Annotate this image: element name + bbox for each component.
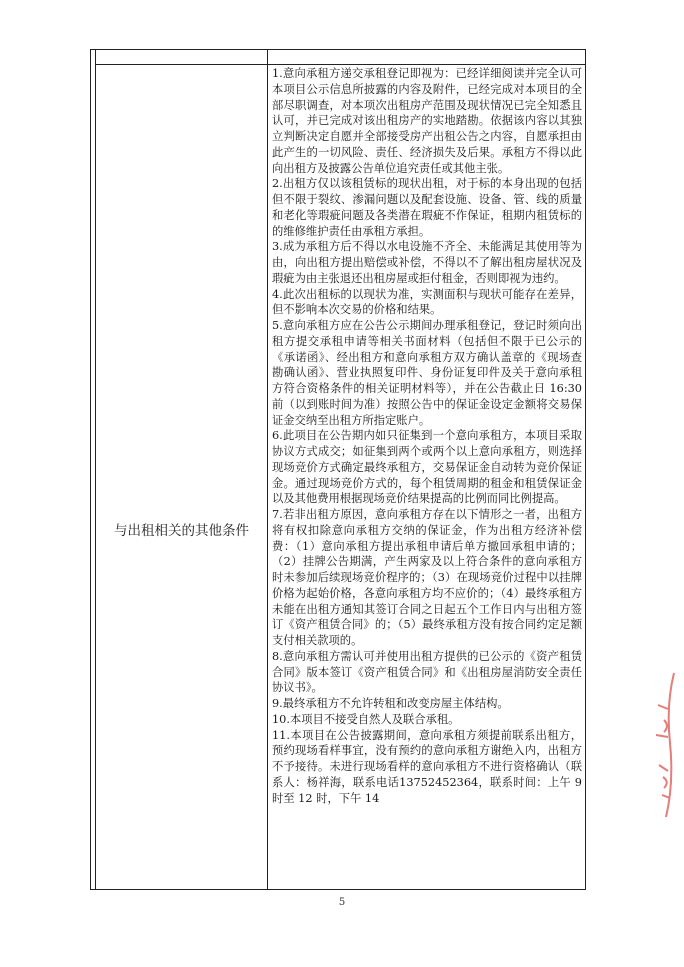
page-number: 5 (338, 897, 346, 908)
condition-item-10: 10.本项目不接受自然人及联合承租。 (272, 712, 460, 726)
condition-item-7: 7.若非出租方原因，意向承租方存在以下情形之一者，出租方将有权扣除意向承租方交纳的保证金，作为出租方经济补偿费：（1）意向承租方提出承租申请后单方撤回承租申请的；（2）挂牌公告期满，产生两家及以上符合条件的意向承租方时未参加后续现场竞价程序的；（3）在现场竞价过程中以挂牌价格为起始价格，各意向承租方均不应价的；（4）最终承租方未能在出租方通知其签订合同之日起五个工作日内与出租方签订《资产租赁合同》的；（5）最终承租方没有按合同约定足额支付相关款项的。 (272, 508, 582, 647)
condition-item-5: 5.意向承租方应在公告公示期间办理承租登记，登记时须向出租方提交承租申请等相关书面材料（包括但不限于已公示的《承诺函》、经出租方和意向承租方双方确认盖章的《现场查勘确认函》、营业执照复印件、身份证复印件及关于意向承租方符合资格条件的相关证明材料等），并在公告截止日 16:30 前（以到账时间为准）按照公告中的保证金设定金额将交易保证金交纳至出租方所指定账户。 (272, 319, 582, 427)
condition-item-11: 11.本项目在公告披露期间，意向承租方须提前联系出租方，预约现场看样事宜，没有预约的意向承租方谢绝入内，出租方不予接待。未进行现场看样的意向承租方不进行资格确认（联系人：杨祥海，联系电话13752452364，联系时间：上午 9 时至 12 时，下午 14 (272, 728, 582, 805)
table-top-rule (95, 64, 586, 65)
condition-item-6: 6.此项目在公告期内如只征集到一个意向承租方，本项目采取协议方式成交；如征集到两个或两个以上意向承租方，则选择现场竞价方式确定最终承租方，交易保证金自动转为竞价保证金。通过现场竞价方式的，每个租赁周期的租金和租赁保证金以及其他费用根据现场竞价结果提高的比例而同比例提高。 (272, 429, 582, 506)
table-column-divider (267, 49, 268, 890)
condition-item-3: 3.成为承租方后不得以水电设施不齐全、未能满足其使用等为由，向出租方提出赔偿或补偿，不得以不了解出租房屋状况及瑕疵为由主张退还出租房屋或拒付租金，否则即视为违约。 (272, 240, 582, 285)
row-label: 与出租相关的其他条件 (114, 523, 249, 539)
condition-item-2: 2.出租方仅以该租赁标的现状出租，对于标的本身出现的包括但不限于裂纹、渗漏问题以及配套设施、设备、管、线的质量和老化等瑕疵问题及各类潜在瑕疵不作保证，租期内租赁标的的维修维护责任由承租方承担。 (272, 177, 582, 238)
condition-item-1: 1.意向承租方递交承租登记即视为：已经详细阅读并完全认可本项目公示信息所披露的内容及附件，已经完成对本项目的全部尽职调查，对本项次出租房产范围及现状情况已完全知悉且认可，并已完成对该出租房产的实地踏勘。依据该内容以其独立判断决定自愿并全部接受房产出租公告之内容，自愿承担由此产生的一切风险、责任、经济损失及后果。承租方不得以此向出租方及披露公告单位追究责任或其他主张。 (272, 67, 582, 175)
condition-item-8: 8.意向承租方需认可并使用出租方提供的已公示的《资产租赁合同》版本签订《资产租赁合同》和《出租房屋消防安全责任协议书》。 (272, 649, 582, 695)
condition-item-4: 4.此次出租标的以现状为准，实测面积与现状可能存在差异，但不影响本次交易的价格和结果。 (272, 287, 582, 317)
table-left-divider (95, 49, 96, 890)
condition-item-9: 9.最终承租方不允许转租和改变房屋主体结构。 (272, 697, 509, 710)
conditions-content (272, 66, 582, 886)
seal-stamp-fragment (644, 665, 684, 825)
